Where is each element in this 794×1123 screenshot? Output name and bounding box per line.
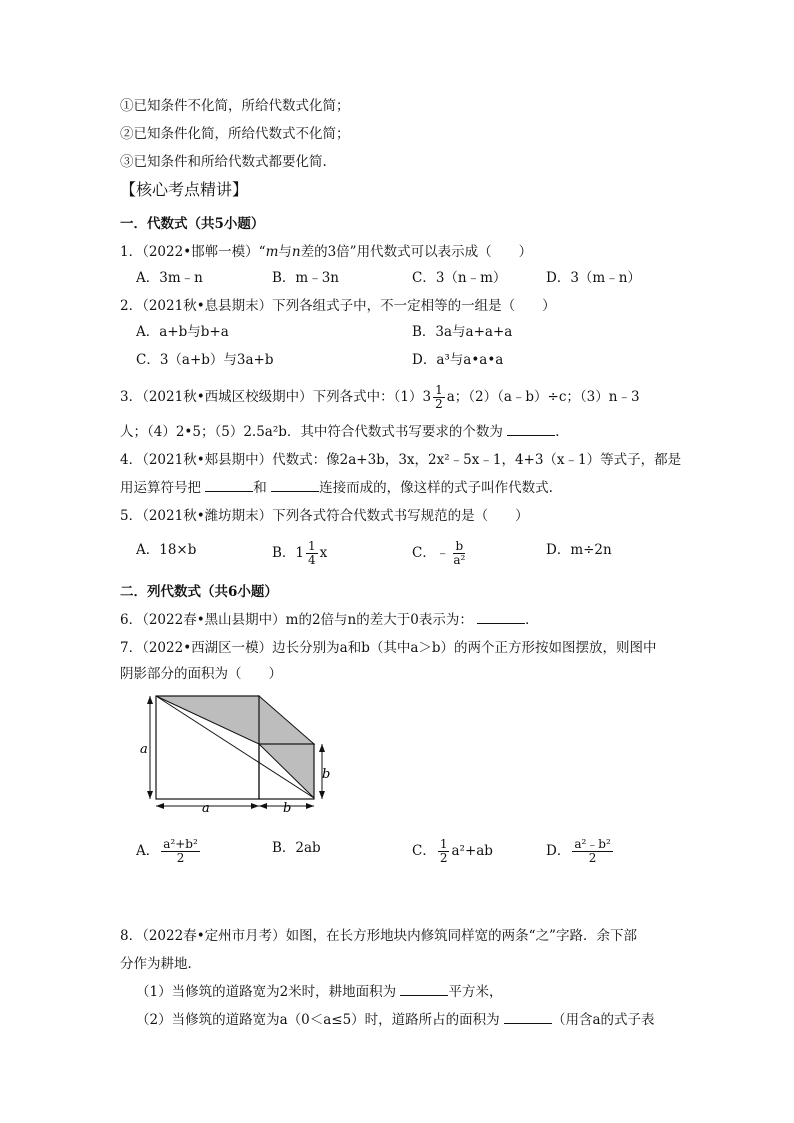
label-a-side: a — [140, 742, 148, 757]
q5-option-b: B．1 $\frac{1}{4}$ x — [272, 539, 328, 567]
q7-option-a: A． $\frac{\text{a²+b²}}{2}$ — [136, 837, 198, 865]
q4-blank-2[interactable] — [271, 478, 319, 492]
q3-stem-line-2: 人；（4）2•5；（5）2.5a²b．其中符合代数式书写要求的个数为 ． — [120, 424, 569, 440]
shaded-region-right — [259, 696, 314, 744]
q6-answer-blank[interactable] — [477, 610, 525, 624]
q3-answer-blank[interactable] — [507, 422, 555, 436]
label-b-side: b — [322, 767, 331, 782]
q1-stem: 1．（2022•邯郸一模）“m与n差的3倍”用代数式可以表示成（ ） — [120, 244, 533, 260]
q1-option-c: C．3（n﹣m） — [412, 270, 507, 286]
q2-option-a: A．a+b与b+a — [136, 324, 229, 340]
q2-stem: 2．（2021秋•息县期末）下列各组式子中，不一定相等的一组是（ ） — [120, 298, 556, 314]
q2-option-b: B．3a与a+a+a — [412, 324, 513, 340]
q7-option-b: B．2ab — [272, 840, 321, 856]
label-b-bottom: b — [283, 801, 292, 814]
shaded-region-bottom — [259, 744, 314, 798]
intro-line-2: ②已知条件化简，所给代数式不化简； — [120, 126, 350, 142]
q7-stem-line-1: 7．（2022•西湖区一模）边长分别为a和b（其中a＞b）的两个正方形按如图摆放，则图中 — [120, 640, 657, 656]
q2-option-c: C．3（a+b）与3a+b — [136, 352, 274, 368]
part2-title: 二．列代数式（共6小题） — [120, 584, 278, 600]
q8-sub2: （2）当修筑的道路宽为a（0＜a≤5）时，道路所占的面积为 （用含a的式子表 — [136, 1012, 655, 1028]
q4-stem-line-2: 用运算符号把 和 连接而成的，像这样的式子叫作代数式. — [120, 480, 553, 496]
q7-option-c: C． $\frac{1}{2}$ a²+ab — [412, 837, 493, 865]
intro-line-3: ③已知条件和所给代数式都要化简. — [120, 154, 327, 170]
q7-option-d: D． $\frac{\text{a²﹣b²}}{2}$ — [546, 837, 611, 865]
q3-fraction: $\frac{1}{2}$ — [435, 383, 443, 411]
q8-blank-2[interactable] — [504, 1010, 552, 1024]
q8-sub1: （1）当修筑的道路宽为2米时，耕地面积为 平方米， — [136, 984, 503, 1000]
intro-line-1: ①已知条件不化简，所给代数式化简； — [120, 98, 350, 114]
q8-blank-1[interactable] — [400, 982, 448, 996]
q7-stem-line-2: 阴影部分的面积为（ ） — [120, 666, 282, 682]
q6-stem: 6．（2022春•黑山县期中）m的2倍与n的差大于0表示为： ． — [120, 612, 539, 628]
shaded-region-left — [156, 696, 259, 744]
q5-stem: 5．（2021秋•潍坊期末）下列各式符合代数式书写规范的是（ ） — [120, 508, 529, 524]
section-title: 【核心考点精讲】 — [120, 180, 249, 199]
q5-option-a: A．18×b — [136, 542, 197, 558]
q8-stem-line-1: 8．（2022春•定州市月考）如图，在长方形地块内修筑同样宽的两条“之”字路．余下部 — [120, 928, 637, 944]
label-a-bottom: a — [202, 801, 210, 814]
part1-title: 一．代数式（共5小题） — [120, 216, 265, 232]
q5-option-d: D．m÷2n — [546, 542, 612, 558]
q4-stem-line-1: 4．（2021秋•郏县期中）代数式：像2a+3b，3x，2x²﹣5x﹣1，4+3（x﹣1）等式子，都是 — [120, 452, 682, 468]
q1-option-a: A．3m﹣n — [136, 270, 203, 286]
q4-blank-1[interactable] — [205, 478, 253, 492]
q8-stem-line-2: 分作为耕地． — [120, 956, 201, 972]
q1-option-b: B．m﹣3n — [272, 270, 340, 286]
q2-option-d: D．a³与a•a•a — [412, 352, 504, 368]
q3-stem-line-1: 3．（2021秋•西城区校级期中）下列各式中：（1）3 $\frac{1}{2}$ a；（2）（a﹣b）÷c；（3）n﹣3 — [120, 383, 640, 411]
q7-figure — [136, 690, 332, 814]
q5-option-c: C．﹣ $\frac{b}{\text{a²}}$ — [412, 539, 466, 567]
q1-option-d: D．3（m﹣n） — [546, 270, 641, 286]
